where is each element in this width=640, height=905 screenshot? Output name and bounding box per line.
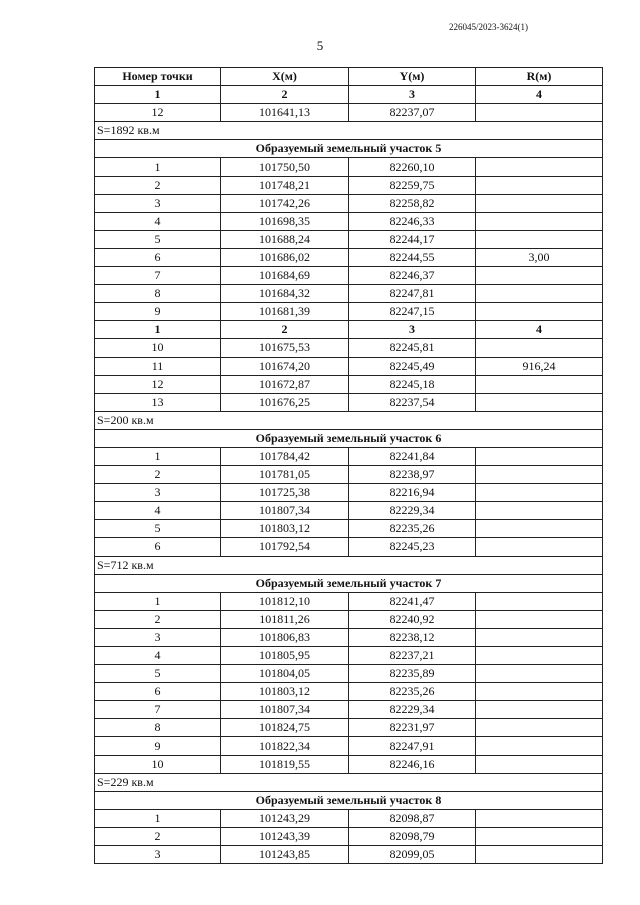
x-cell: 101684,69	[221, 267, 349, 285]
r-cell	[476, 846, 603, 864]
area-row	[95, 556, 603, 574]
table-row	[95, 176, 603, 194]
point-number-cell: 10	[95, 339, 221, 357]
y-cell: 82258,82	[349, 194, 476, 212]
y-cell: 82247,15	[349, 303, 476, 321]
y-cell: 82229,34	[349, 701, 476, 719]
area-row	[95, 411, 603, 429]
r-cell	[476, 737, 603, 755]
y-cell: 82244,17	[349, 230, 476, 248]
table-row	[95, 212, 603, 230]
point-number-cell: 2	[95, 466, 221, 484]
y-cell: 82238,12	[349, 628, 476, 646]
x-cell: 101824,75	[221, 719, 349, 737]
point-number-cell: 1	[95, 592, 221, 610]
column-index-cell: 1	[95, 86, 221, 104]
header-point-number: Номер точки	[95, 68, 221, 86]
table-row	[95, 846, 603, 864]
r-cell	[476, 267, 603, 285]
point-number-cell: 8	[95, 719, 221, 737]
table-row	[95, 230, 603, 248]
table-row	[95, 285, 603, 303]
y-cell: 82247,91	[349, 737, 476, 755]
section-title-row	[95, 574, 603, 592]
r-cell	[476, 701, 603, 719]
x-cell: 101792,54	[221, 538, 349, 556]
section-title-row	[95, 791, 603, 809]
x-cell: 101243,39	[221, 827, 349, 845]
point-number-cell: 1	[95, 158, 221, 176]
y-cell: 82246,37	[349, 267, 476, 285]
column-index-cell: 3	[349, 321, 476, 339]
table-row	[95, 683, 603, 701]
r-cell	[476, 520, 603, 538]
y-cell: 82216,94	[349, 484, 476, 502]
r-cell	[476, 484, 603, 502]
table-row	[95, 827, 603, 845]
table-row	[95, 104, 603, 122]
r-cell	[476, 194, 603, 212]
r-cell	[476, 393, 603, 411]
point-number-cell: 7	[95, 701, 221, 719]
column-index-cell: 1	[95, 321, 221, 339]
y-cell: 82245,81	[349, 339, 476, 357]
y-cell: 82247,81	[349, 285, 476, 303]
table-row	[95, 647, 603, 665]
section-title-row	[95, 140, 603, 158]
point-number-cell: 4	[95, 502, 221, 520]
x-cell: 101674,20	[221, 357, 349, 375]
table-row	[95, 520, 603, 538]
point-number-cell: 6	[95, 248, 221, 266]
point-number-cell: 2	[95, 176, 221, 194]
r-cell	[476, 285, 603, 303]
r-cell	[476, 212, 603, 230]
x-cell: 101742,26	[221, 194, 349, 212]
r-cell	[476, 809, 603, 827]
y-cell: 82235,89	[349, 665, 476, 683]
x-cell: 101784,42	[221, 447, 349, 465]
x-cell: 101804,05	[221, 665, 349, 683]
header-x: X(м)	[221, 68, 349, 86]
header-y: Y(м)	[349, 68, 476, 86]
column-index-cell: 4	[476, 321, 603, 339]
point-number-cell: 3	[95, 194, 221, 212]
x-cell: 101805,95	[221, 647, 349, 665]
point-number-cell: 4	[95, 212, 221, 230]
y-cell: 82245,18	[349, 375, 476, 393]
table-row	[95, 628, 603, 646]
column-index-cell: 4	[476, 86, 603, 104]
y-cell: 82241,47	[349, 592, 476, 610]
r-cell	[476, 502, 603, 520]
y-cell: 82237,54	[349, 393, 476, 411]
point-number-cell: 9	[95, 737, 221, 755]
x-cell: 101676,25	[221, 393, 349, 411]
x-cell: 101688,24	[221, 230, 349, 248]
area-row	[95, 773, 603, 791]
area-value: S=1892 кв.м	[95, 122, 603, 140]
y-cell: 82237,07	[349, 104, 476, 122]
point-number-cell: 3	[95, 846, 221, 864]
column-index-row	[95, 321, 603, 339]
r-cell	[476, 683, 603, 701]
r-cell	[476, 176, 603, 194]
point-number-cell: 5	[95, 665, 221, 683]
section-title-row	[95, 429, 603, 447]
y-cell: 82240,92	[349, 610, 476, 628]
table-row	[95, 375, 603, 393]
x-cell: 101681,39	[221, 303, 349, 321]
x-cell: 101750,50	[221, 158, 349, 176]
y-cell: 82260,10	[349, 158, 476, 176]
point-number-cell: 6	[95, 538, 221, 556]
point-number-cell: 13	[95, 393, 221, 411]
point-number-cell: 8	[95, 285, 221, 303]
area-value: S=229 кв.м	[95, 773, 603, 791]
section-title: Образуемый земельный участок 7	[95, 574, 603, 592]
column-index-row	[95, 86, 603, 104]
y-cell: 82245,49	[349, 357, 476, 375]
y-cell: 82244,55	[349, 248, 476, 266]
y-cell: 82259,75	[349, 176, 476, 194]
r-cell	[476, 610, 603, 628]
table-row	[95, 194, 603, 212]
table-row	[95, 303, 603, 321]
header-r: R(м)	[476, 68, 603, 86]
r-cell: 916,24	[476, 357, 603, 375]
y-cell: 82237,21	[349, 647, 476, 665]
r-cell	[476, 647, 603, 665]
table-row	[95, 484, 603, 502]
y-cell: 82238,97	[349, 466, 476, 484]
section-title: Образуемый земельный участок 6	[95, 429, 603, 447]
table-row	[95, 357, 603, 375]
point-number-cell: 12	[95, 104, 221, 122]
r-cell	[476, 755, 603, 773]
r-cell	[476, 538, 603, 556]
table-header-row	[95, 68, 603, 86]
point-number-cell: 10	[95, 755, 221, 773]
y-cell: 82245,23	[349, 538, 476, 556]
x-cell: 101812,10	[221, 592, 349, 610]
section-title: Образуемый земельный участок 8	[95, 791, 603, 809]
x-cell: 101243,29	[221, 809, 349, 827]
coordinates-table	[94, 67, 603, 864]
table-row	[95, 248, 603, 266]
point-number-cell: 3	[95, 628, 221, 646]
point-number-cell: 4	[95, 647, 221, 665]
point-number-cell: 6	[95, 683, 221, 701]
table-row	[95, 592, 603, 610]
y-cell: 82235,26	[349, 683, 476, 701]
section-title: Образуемый земельный участок 5	[95, 140, 603, 158]
table-row	[95, 737, 603, 755]
x-cell: 101698,35	[221, 212, 349, 230]
r-cell	[476, 447, 603, 465]
y-cell: 82229,34	[349, 502, 476, 520]
y-cell: 82235,26	[349, 520, 476, 538]
document-number: 226045/2023-3624(1)	[449, 22, 528, 32]
point-number-cell: 2	[95, 610, 221, 628]
x-cell: 101684,32	[221, 285, 349, 303]
y-cell: 82098,87	[349, 809, 476, 827]
y-cell: 82241,84	[349, 447, 476, 465]
point-number-cell: 1	[95, 809, 221, 827]
x-cell: 101781,05	[221, 466, 349, 484]
point-number-cell: 5	[95, 520, 221, 538]
column-index-cell: 3	[349, 86, 476, 104]
x-cell: 101641,13	[221, 104, 349, 122]
point-number-cell: 11	[95, 357, 221, 375]
r-cell	[476, 230, 603, 248]
r-cell	[476, 303, 603, 321]
x-cell: 101725,38	[221, 484, 349, 502]
table-row	[95, 538, 603, 556]
x-cell: 101822,34	[221, 737, 349, 755]
table-row	[95, 502, 603, 520]
x-cell: 101807,34	[221, 701, 349, 719]
table-row	[95, 755, 603, 773]
r-cell	[476, 339, 603, 357]
point-number-cell: 7	[95, 267, 221, 285]
table-row	[95, 466, 603, 484]
table-row	[95, 809, 603, 827]
table-row	[95, 393, 603, 411]
table-row	[95, 719, 603, 737]
r-cell	[476, 827, 603, 845]
x-cell: 101686,02	[221, 248, 349, 266]
y-cell: 82098,79	[349, 827, 476, 845]
area-row	[95, 122, 603, 140]
r-cell	[476, 104, 603, 122]
r-cell: 3,00	[476, 248, 603, 266]
r-cell	[476, 375, 603, 393]
r-cell	[476, 665, 603, 683]
table-row	[95, 701, 603, 719]
y-cell: 82246,33	[349, 212, 476, 230]
table-row	[95, 339, 603, 357]
x-cell: 101748,21	[221, 176, 349, 194]
table-row	[95, 665, 603, 683]
point-number-cell: 3	[95, 484, 221, 502]
table-row	[95, 158, 603, 176]
area-value: S=712 кв.м	[95, 556, 603, 574]
x-cell: 101819,55	[221, 755, 349, 773]
r-cell	[476, 158, 603, 176]
r-cell	[476, 719, 603, 737]
r-cell	[476, 466, 603, 484]
r-cell	[476, 628, 603, 646]
r-cell	[476, 592, 603, 610]
point-number-cell: 2	[95, 827, 221, 845]
table-body	[95, 86, 603, 864]
point-number-cell: 12	[95, 375, 221, 393]
table-row	[95, 610, 603, 628]
x-cell: 101803,12	[221, 520, 349, 538]
point-number-cell: 5	[95, 230, 221, 248]
page-number: 5	[316, 38, 324, 53]
point-number-cell: 1	[95, 447, 221, 465]
y-cell: 82231,97	[349, 719, 476, 737]
column-index-cell: 2	[221, 86, 349, 104]
x-cell: 101675,53	[221, 339, 349, 357]
x-cell: 101803,12	[221, 683, 349, 701]
table-row	[95, 447, 603, 465]
x-cell: 101811,26	[221, 610, 349, 628]
x-cell: 101672,87	[221, 375, 349, 393]
y-cell: 82246,16	[349, 755, 476, 773]
x-cell: 101243,85	[221, 846, 349, 864]
area-value: S=200 кв.м	[95, 411, 603, 429]
table-row	[95, 267, 603, 285]
column-index-cell: 2	[221, 321, 349, 339]
x-cell: 101806,83	[221, 628, 349, 646]
y-cell: 82099,05	[349, 846, 476, 864]
point-number-cell: 9	[95, 303, 221, 321]
x-cell: 101807,34	[221, 502, 349, 520]
